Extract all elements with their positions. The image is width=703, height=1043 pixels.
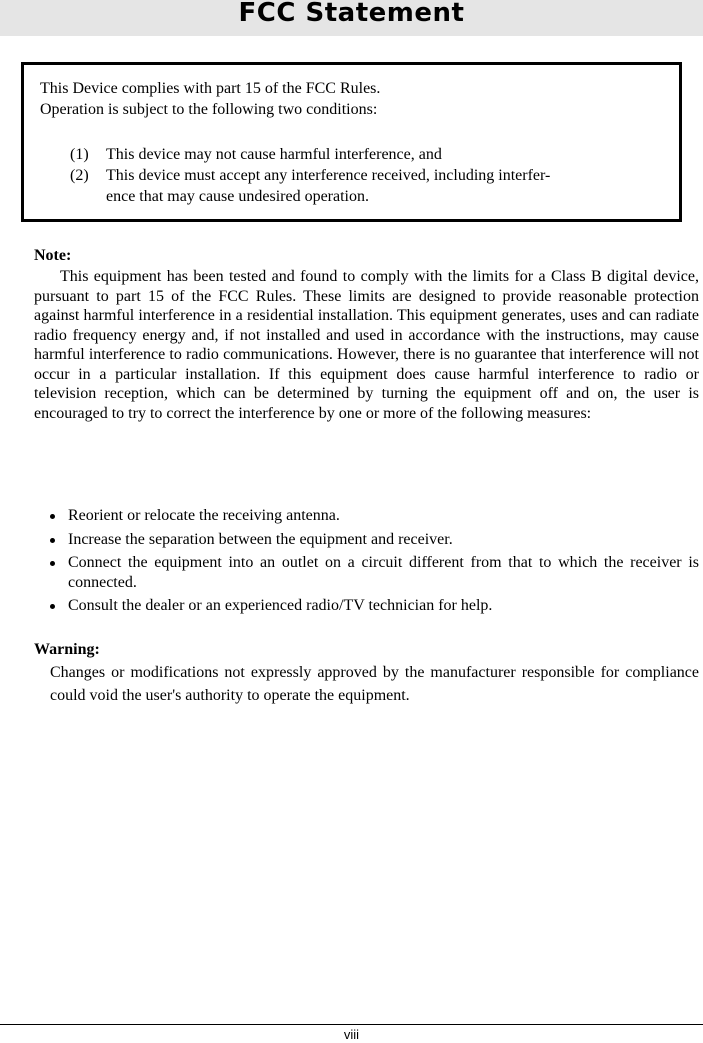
fcc-compliance-box [21, 62, 682, 222]
page-title: FCC Statement [238, 0, 465, 28]
list-item [50, 530, 699, 550]
warning-heading: Warning: [34, 641, 100, 658]
measure-text: Connect the equipment into an outlet on a circuit different from that to which the receiver is connected. [68, 554, 699, 591]
condition-text-2-continued: ence that may cause undesired operation. [106, 188, 369, 205]
note-paragraph: This equipment has been tested and found to comply with the limits for a Class B digital device, pursuant to part 15 of the FCC Rules. These limits are designed to provide reasonable protection against harmful interference in a residential installation. This equipment generates, uses and can radiate radio frequency energy and, if not installed and used in accordance with the instructions, may cause harmful interference to radio communications. However, there is no guarantee that interference will not occur in a particular installation. If this equipment does cause harmful interference to radio or television reception, which can be determined by turning the equipment off and on, the user is encouraged to try to correct the interference by one or more of the following measures: [34, 268, 699, 422]
note-heading: Note: [34, 247, 72, 264]
bullet-icon [50, 538, 55, 543]
bullet-icon [50, 604, 55, 609]
condition-number-2: (2) [70, 167, 89, 184]
measures-list [50, 506, 699, 620]
page-number: viii [343, 1027, 360, 1042]
compliance-line-1: This Device complies with part 15 of the FCC Rules. [40, 80, 381, 97]
measure-text: Consult the dealer or an experienced radio/TV technician for help. [68, 597, 493, 614]
measure-text: Reorient or relocate the receiving antenna. [68, 507, 340, 524]
warning-text: Changes or modifications not expressly approved by the manufacturer responsible for compliance could void the user's authority to operate the equipment. [50, 664, 699, 704]
list-item [50, 506, 699, 526]
list-item [50, 596, 699, 616]
compliance-line-2: Operation is subject to the following two conditions: [40, 101, 378, 118]
condition-number-1: (1) [70, 146, 89, 163]
condition-text-2: This device must accept any interference received, including interfer- [106, 167, 551, 184]
bullet-icon [50, 561, 55, 566]
bullet-icon [50, 514, 55, 519]
footer-divider [0, 1024, 703, 1025]
list-item [50, 553, 699, 592]
condition-text-1: This device may not cause harmful interference, and [106, 146, 442, 163]
measure-text: Increase the separation between the equipment and receiver. [68, 530, 453, 548]
